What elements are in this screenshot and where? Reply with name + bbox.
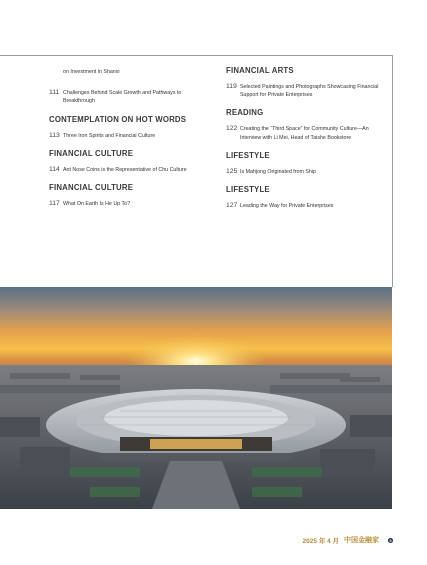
section-heading-financial-arts: FINANCIAL ARTS <box>226 66 294 75</box>
toc-page-number: 111 <box>49 89 60 97</box>
toc-entry-113[interactable] <box>49 132 214 140</box>
toc-entry-125[interactable] <box>226 168 391 176</box>
toc-continuation-text: on Investment in Shanxi <box>63 69 120 75</box>
toc-entry-title: Is Mahjong Originated from Ship <box>240 168 316 175</box>
section-heading-reading: READING <box>226 108 264 118</box>
section-heading-contemplation: CONTEMPLATION ON HOT WORDS <box>49 114 187 124</box>
toc-entry-117[interactable] <box>49 200 214 208</box>
toc-entry-title: Ant Nose Coins is the Representative of Chu Culture <box>63 166 187 173</box>
frame-right-rule <box>392 55 393 287</box>
magazine-logo: 中国金融家 <box>344 535 379 544</box>
page-footer <box>303 535 394 545</box>
stadium-sunset-photo <box>0 287 392 509</box>
section-heading-lifestyle: LIFESTYLE <box>226 150 270 160</box>
page-number-badge <box>388 538 393 543</box>
toc-entry-title: Leading the Way for Private Enterprises <box>240 203 334 210</box>
toc-entry-title: Creating the “Third Space” for Community Culture—An Interview with Li Mei, Head of Taishe Bookstore <box>240 126 369 141</box>
toc-entry-title: What On Earth Is He Up To? <box>63 201 131 208</box>
toc-entry-127[interactable] <box>226 202 391 210</box>
toc-page-number: 113 <box>49 131 60 139</box>
toc-page-number: 117 <box>49 200 60 208</box>
toc-right-column <box>226 64 391 219</box>
toc-page-number: 122 <box>226 125 238 133</box>
toc-entry-122[interactable] <box>226 125 391 141</box>
section-heading-lifestyle-2: LIFESTYLE <box>226 185 270 195</box>
frame-top-rule <box>0 55 393 56</box>
section-heading-financial-culture: FINANCIAL CULTURE <box>49 148 134 158</box>
toc-left-column <box>49 64 214 217</box>
page-number: 9 <box>389 537 392 543</box>
toc-page-number: 125 <box>226 167 238 175</box>
section-heading-financial-culture-2: FINANCIAL CULTURE <box>49 183 134 193</box>
toc-page-number: 127 <box>226 202 238 210</box>
toc-page-number: 119 <box>226 83 237 90</box>
toc-entry-title: Challenges Behind Scale Growth and Pathways to Breakthrough <box>63 90 182 105</box>
issue-date: 2025 年 4 月 <box>302 537 339 545</box>
toc-entry-title: Three Iron Spirits and Financial Culture <box>63 132 156 139</box>
toc-continuation <box>49 68 214 76</box>
toc-entry-111[interactable] <box>49 89 214 105</box>
toc-entry-title: Selected Paintings and Photographs Showcasing Financial Support for Private Enterprises <box>240 84 379 99</box>
toc-page-number: 114 <box>49 165 60 173</box>
toc-entry-114[interactable] <box>49 166 214 174</box>
toc-entry-119[interactable] <box>226 83 391 99</box>
